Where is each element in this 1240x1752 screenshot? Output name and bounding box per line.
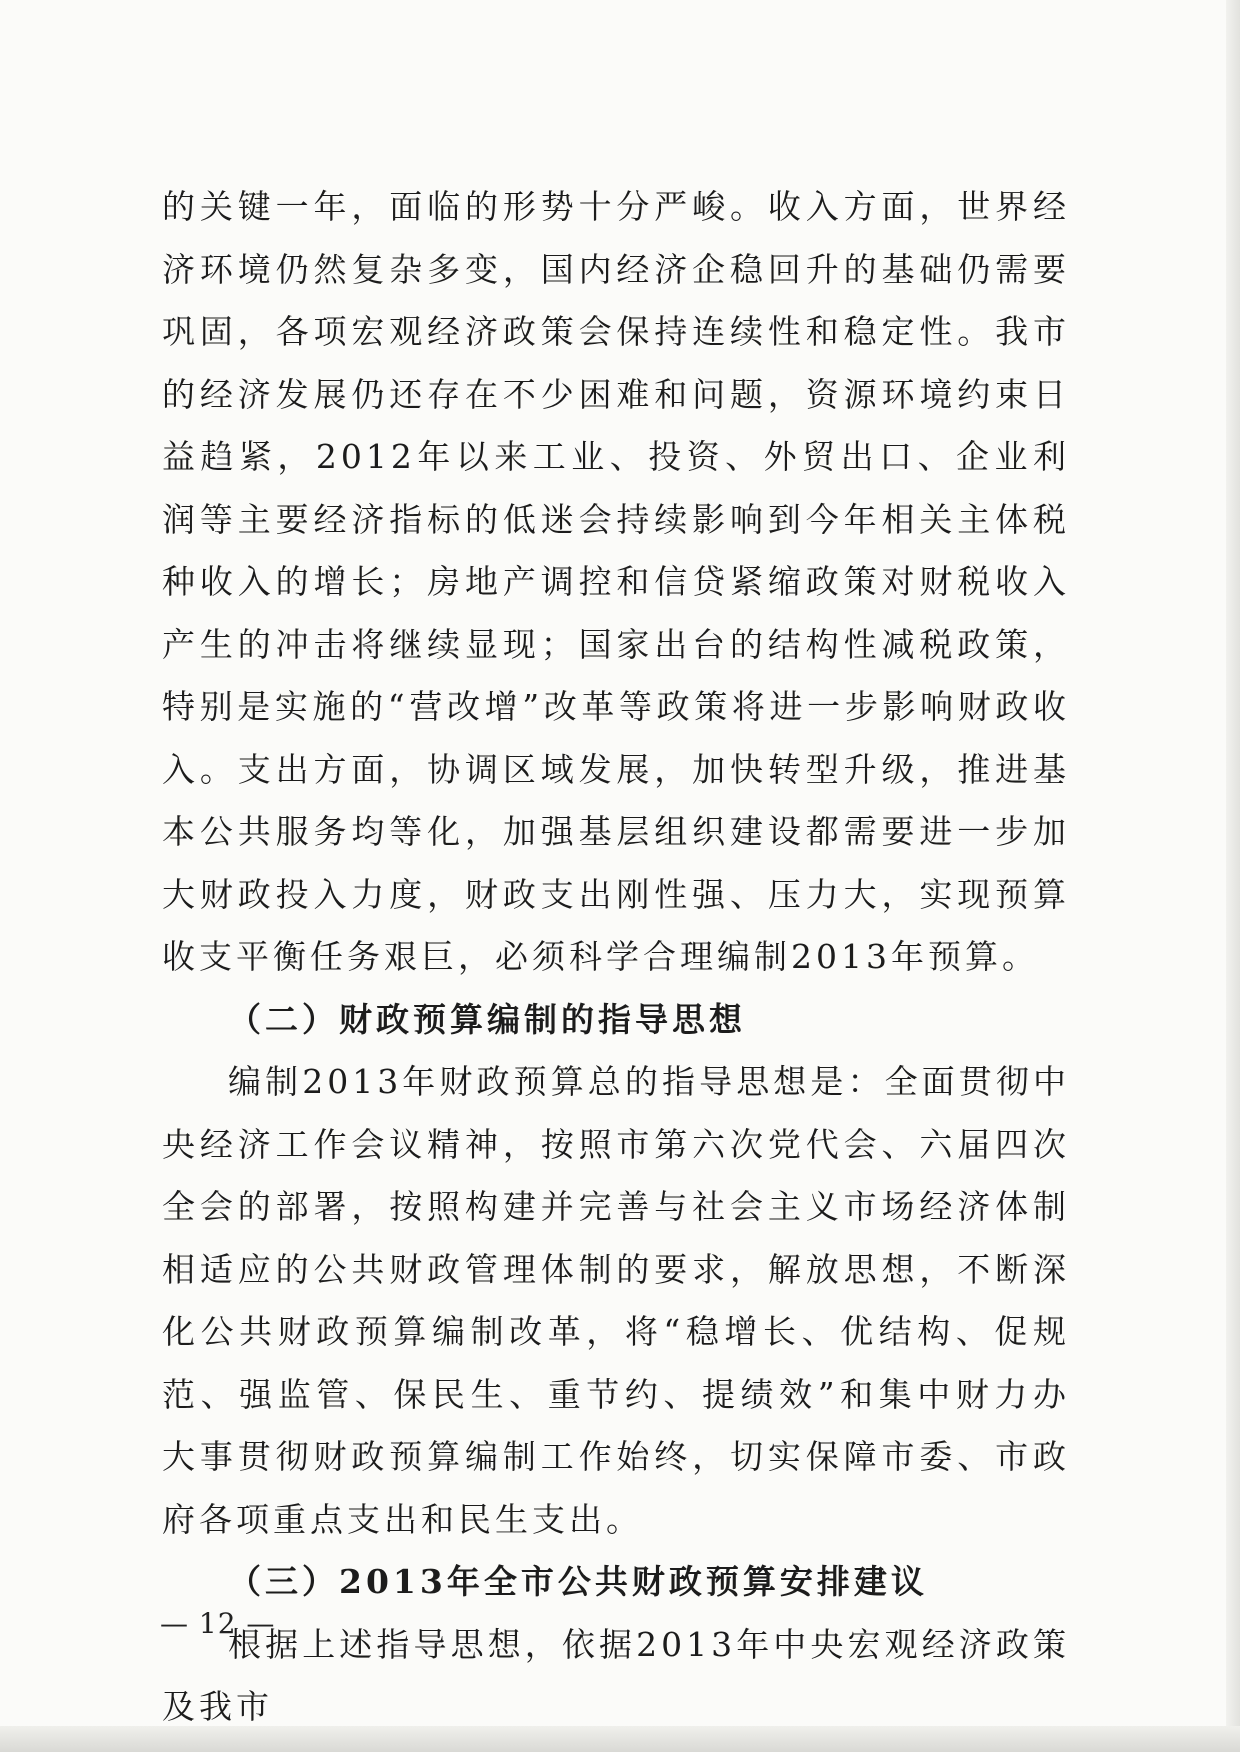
paragraph-continuation: 的关键一年，面临的形势十分严峻。收入方面，世界经济环境仍然复杂多变，国内经济企稳回升的基础仍需要巩固，各项宏观经济政策会保持连续性和稳定性。我市的经济发展仍还存在不少困难和问题，资源环境约束日益趋紧，2012年以来工业、投资、外贸出口、企业利润等主要经济指标的低迷会持续影响到今年相关主体税种收入的增长；房地产调控和信贷紧缩政策对财税收入产生的冲击将继续显现；国家出台的结构性减税政策，特别是实施的“营改增”改革等政策将进一步影响财政收入。支出方面，协调区域发展，加快转型升级，推进基本公共服务均等化，加强基层组织建设都需要进一步加大财政投入力度，财政支出刚性强、压力大，实现预算收支平衡任务艰巨，必须科学合理编制2013年预算。 xyxy=(162,187,1070,976)
scan-edge-right xyxy=(1226,0,1240,1752)
section-heading-guiding-ideology: （二）财政预算编制的指导思想 xyxy=(228,999,746,1039)
paragraph-budget-proposal: 根据上述指导思想，依据2013年中央宏观经济政策及我市 xyxy=(162,1624,1070,1726)
scan-edge-bottom xyxy=(0,1726,1240,1752)
page-number: — 12 — xyxy=(160,1607,276,1640)
section-heading-budget-proposal: （三）2013年全市公共财政预算安排建议 xyxy=(228,1562,928,1601)
paragraph-guiding-ideology: 编制2013年财政预算总的指导思想是：全面贯彻中央经济工作会议精神，按照市第六次党代会、六届四次全会的部署，按照构建并完善与社会主义市场经济体制相适应的公共财政管理体制的要求，解放思想，不断深化公共财政预算编制改革，将“稳增长、优结构、促规范、强监管、保民生、重节约、提绩效”和集中财力办大事贯彻财政预算编制工作始终，切实保障市委、市政府各项重点支出和民生支出。 xyxy=(162,1062,1070,1539)
document-body xyxy=(162,176,1070,1739)
